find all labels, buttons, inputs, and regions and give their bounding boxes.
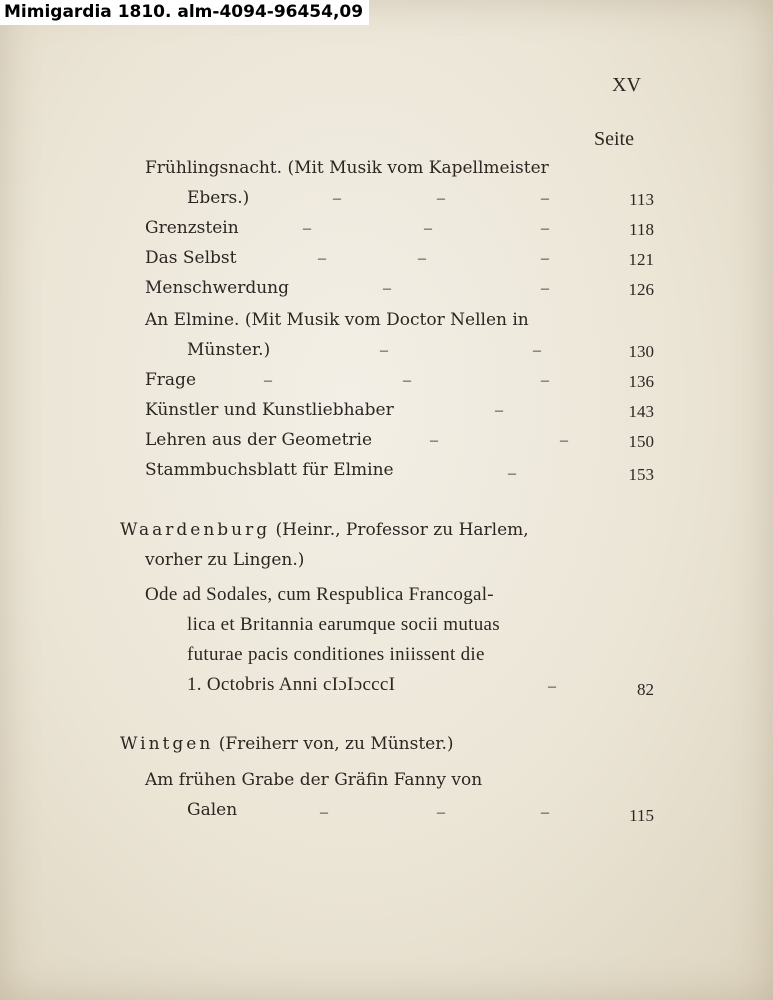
work-page: 115: [629, 806, 654, 825]
entry-title: Frühlingsnacht. (Mit Musik vom Kapellmeister: [145, 158, 549, 178]
author-name: Wintgen: [120, 734, 214, 754]
entry-page: 126: [628, 280, 654, 299]
author-description: (Heinr., Professor zu Harlem,: [275, 520, 529, 540]
leader-dash: –: [560, 432, 568, 449]
entry-title: Menschwerdung: [145, 278, 290, 298]
entry-title: Grenzstein: [145, 218, 239, 238]
entry-title-cont: Ebers.): [187, 188, 250, 208]
author-name: Waardenburg: [120, 520, 271, 540]
entry-title-cont: Münster.): [187, 340, 271, 360]
leader-dash: –: [548, 678, 556, 695]
author-heading: [120, 734, 454, 754]
entry-page: 153: [628, 465, 654, 484]
author-description: (Freiherr von, zu Münster.): [218, 734, 454, 754]
column-header-seite: Seite: [594, 128, 634, 150]
leader-dash: –: [541, 372, 549, 389]
work-title-line: lica et Britannia earumque socii mutuas: [187, 614, 500, 635]
leader-dash: –: [541, 190, 549, 207]
entry-title: Stammbuchsblatt für Elmine: [145, 460, 394, 480]
leader-dash: –: [418, 250, 426, 267]
work-title-line: Galen: [187, 800, 238, 820]
entry-page: 121: [628, 250, 654, 269]
entry-title: An Elmine. (Mit Musik vom Doctor Nellen in: [145, 310, 529, 330]
author-heading: [120, 520, 529, 540]
entry-page: 143: [628, 402, 654, 421]
entry-page: 136: [628, 372, 654, 391]
leader-dash: –: [264, 372, 272, 389]
leader-dash: –: [437, 804, 445, 821]
leader-dash: –: [430, 432, 438, 449]
entry-title: Künstler und Kunstliebhaber: [145, 400, 394, 420]
leader-dash: –: [437, 190, 445, 207]
leader-dash: –: [533, 342, 541, 359]
entry-title: Das Selbst: [145, 248, 237, 268]
leader-dash: –: [303, 220, 311, 237]
leader-dash: –: [383, 280, 391, 297]
leader-dash: –: [320, 804, 328, 821]
image-label: Mimigardia 1810. alm-4094-96454,09: [0, 0, 369, 25]
leader-dash: –: [380, 342, 388, 359]
page-number: XV: [612, 74, 641, 96]
leader-dash: –: [541, 280, 549, 297]
entry-page: 118: [629, 220, 654, 239]
leader-dash: –: [508, 465, 516, 482]
leader-dash: –: [495, 402, 503, 419]
leader-dash: –: [541, 220, 549, 237]
entry-page: 113: [629, 190, 654, 209]
entry-page: 150: [628, 432, 654, 451]
work-page: 82: [637, 680, 654, 699]
entry-title: Frage: [145, 370, 196, 390]
leader-dash: –: [318, 250, 326, 267]
work-title-line: futurae pacis conditiones iniissent die: [187, 644, 485, 665]
work-title-line: Am frühen Grabe der Gräfin Fanny von: [145, 770, 483, 790]
leader-dash: –: [403, 372, 411, 389]
leader-dash: –: [333, 190, 341, 207]
leader-dash: –: [424, 220, 432, 237]
author-description-cont: vorher zu Lingen.): [145, 550, 305, 570]
entry-title: Lehren aus der Geometrie: [145, 430, 373, 450]
entry-page: 130: [628, 342, 654, 361]
leader-dash: –: [541, 804, 549, 821]
work-title-line: Ode ad Sodales, cum Respublica Francogal-: [145, 584, 494, 605]
work-title-line: 1. Octobris Anni cIɔIɔcccI: [187, 674, 396, 695]
leader-dash: –: [541, 250, 549, 267]
